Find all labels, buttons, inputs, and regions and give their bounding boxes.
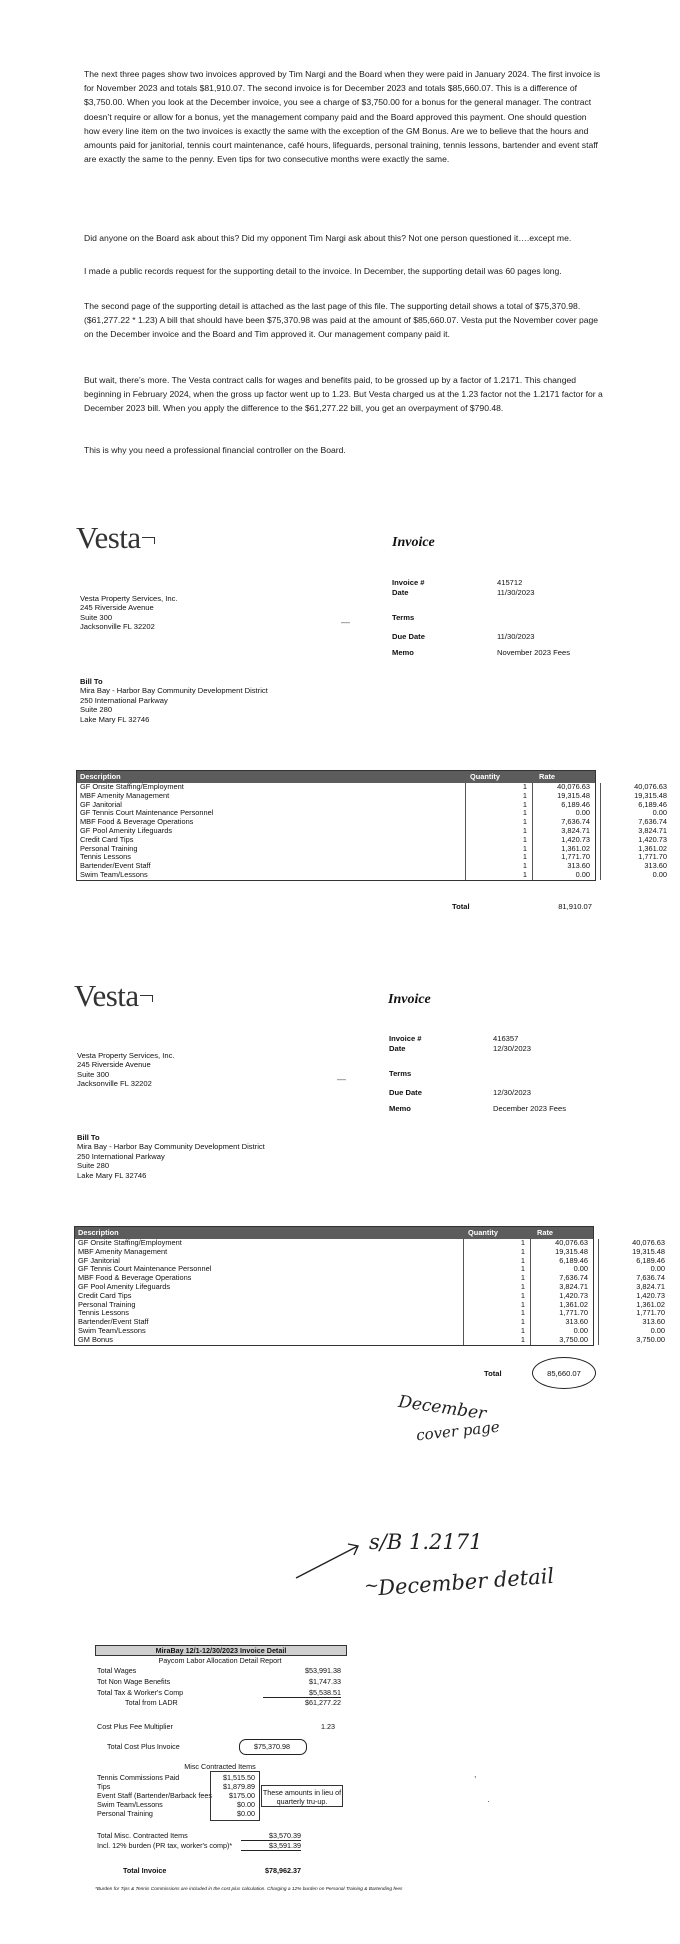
- total-label: Total: [484, 1369, 502, 1378]
- handwritten-should-be: s/B 1.2171: [369, 1530, 483, 1554]
- table-cell: 1: [522, 834, 527, 844]
- letter-paragraph-5: But wait, there’s more. The Vesta contract calls for wages and benefits paid, to be grossed up by a factor of 1.2171. This changed beginning in February 2024, when the gross up factor went up to 1.23. But Vesta charged us at the 1.23 factor not the 1.2171 factor for a December 2023 bill. When you apply the difference to the $61,277.22 bill, you get an overpayment of $790.48.: [84, 375, 603, 414]
- table-header: Description Quantity Rate Amount: [77, 771, 595, 783]
- table-cell: 1: [520, 1255, 525, 1265]
- table-cell: 1: [520, 1238, 525, 1247]
- total-label: Total: [452, 902, 470, 911]
- table-cell: 6,189.46: [636, 1255, 665, 1265]
- table-cell: GF Pool Amenity Lifeguards: [78, 1281, 171, 1291]
- table-cell: 1: [522, 799, 527, 809]
- invoice-title: Invoice: [388, 992, 431, 1007]
- scan-mark: ,: [474, 1769, 477, 1779]
- table-cell: Personal Training: [80, 843, 138, 853]
- total-value: 81,910.07: [558, 902, 592, 911]
- detail-total-row: Total Invoice $78,962.37: [123, 1866, 301, 1875]
- table-cell: 1: [522, 852, 527, 862]
- bill-to-block: Bill To Mira Bay - Harbor Bay Community Development District 250 International Parkway Suite 280 Lake Mary FL 32746: [80, 677, 268, 724]
- vesta-logo: Vesta: [76, 520, 155, 556]
- invoice-title: Invoice: [392, 535, 435, 550]
- detail-row: Total Tax & Worker's Comp $5,538.51: [97, 1688, 341, 1697]
- table-cell: 0.00: [573, 1325, 588, 1335]
- table-cell: 1: [520, 1299, 525, 1309]
- detail-row: Total Wages $53,991.38: [97, 1666, 341, 1675]
- table-cell: 1: [522, 808, 527, 818]
- table-cell: 1: [522, 817, 527, 827]
- detail-subtitle: Paycom Labor Allocation Detail Report: [158, 1656, 282, 1665]
- table-cell: 3,824.71: [559, 1281, 588, 1291]
- tru-up-note: These amounts in lieu of quarterly tru-up.: [261, 1785, 343, 1807]
- table-cell: 1,361.02: [559, 1299, 588, 1309]
- detail-row: Tips $1,879.89: [97, 1782, 255, 1791]
- detail-title: MiraBay 12/1-12/30/2023 Invoice Detail: [95, 1645, 347, 1656]
- table-cell: 7,636.74: [559, 1273, 588, 1283]
- detail-row: Total Cost Plus Invoice $75,370.98: [107, 1742, 290, 1751]
- table-row: [75, 1334, 665, 1345]
- table-row: [75, 1325, 665, 1336]
- invoice-2-table: [74, 1226, 665, 1346]
- table-cell: Credit Card Tips: [78, 1290, 132, 1300]
- detail-row: Total from LADR $61,277.22: [125, 1698, 341, 1707]
- handwritten-december: December: [397, 1391, 488, 1425]
- table-cell: 1: [520, 1334, 525, 1344]
- table-cell: GF Janitorial: [80, 799, 122, 809]
- handwritten-dash: ~: [364, 1575, 380, 1596]
- detail-row: Event Staff (Bartender/Barback fees $175.00: [97, 1791, 255, 1800]
- detail-row: Incl. 12% burden (PR tax, worker's comp)* $3,591.39: [97, 1841, 301, 1850]
- detail-footnote: *Burden for Tips & Tennis Commissions are included in the cost plus calculation. Charging a 12% burden on Personal Training & Bartending fees: [95, 1887, 403, 1892]
- table-cell: 0.00: [652, 808, 667, 818]
- table-body: [75, 1238, 665, 1345]
- table-cell: 1,420.73: [638, 834, 667, 844]
- table-row: [75, 1299, 665, 1310]
- detail-row: Total Misc. Contracted Items $3,570.39: [97, 1831, 301, 1840]
- misc-title: Misc Contracted Items: [184, 1762, 256, 1771]
- table-cell: 19,315.48: [557, 790, 590, 800]
- handwritten-cover-page: cover page: [415, 1417, 501, 1445]
- detail-row: Tennis Commissions Paid $1,515.50: [97, 1773, 255, 1782]
- table-cell: 1,420.73: [561, 834, 590, 844]
- table-cell: 6,189.46: [638, 799, 667, 809]
- table-cell: Personal Training: [78, 1299, 136, 1309]
- total-value: 85,660.07: [547, 1369, 581, 1378]
- table-cell: 19,315.48: [634, 790, 667, 800]
- table-header: Description Quantity Rate Amount: [75, 1227, 593, 1239]
- letter-paragraph-4: The second page of the supporting detail is attached as the last page of this file. The supporting detail shows a total of $75,370.98. ($61,277.22 * 1.23) A bill that should have been $75,370.98 was paid at the amount of $85,660.07. Vesta put the November cover page on the December invoice and the Board and Tim approved it. Our management company paid it.: [84, 301, 599, 340]
- table-row: [77, 790, 667, 801]
- invoice-1-table: [76, 770, 667, 881]
- table-cell: 0.00: [650, 1325, 665, 1335]
- table-cell: GF Tennis Court Maintenance Personnel: [78, 1264, 212, 1274]
- table-cell: Tennis Lessons: [80, 852, 131, 862]
- table-cell: 1,420.73: [559, 1290, 588, 1300]
- table-cell: MBF Food & Beverage Operations: [80, 817, 194, 827]
- table-cell: 7,636.74: [636, 1273, 665, 1283]
- handwritten-circle: [239, 1739, 307, 1755]
- table-cell: 3,824.71: [636, 1281, 665, 1291]
- table-cell: 0.00: [650, 1264, 665, 1274]
- table-cell: GF Janitorial: [78, 1255, 120, 1265]
- table-cell: 3,824.71: [561, 825, 590, 835]
- letter-paragraph-3: I made a public records request for the supporting detail to the invoice. In December, the supporting detail was 60 pages long.: [84, 266, 562, 276]
- table-cell: 1,420.73: [636, 1290, 665, 1300]
- table-cell: 1: [520, 1281, 525, 1291]
- table-cell: 40,076.63: [557, 782, 590, 791]
- table-cell: 313.60: [642, 1317, 665, 1327]
- table-cell: Bartender/Event Staff: [80, 861, 151, 871]
- table-cell: 0.00: [652, 869, 667, 879]
- table-cell: 1,771.70: [636, 1308, 665, 1318]
- table-row: [75, 1246, 665, 1257]
- detail-row: Cost Plus Fee Multiplier 1.23: [97, 1722, 335, 1731]
- table-cell: 1: [522, 869, 527, 879]
- table-cell: GF Pool Amenity Lifeguards: [80, 825, 173, 835]
- table-cell: 7,636.74: [561, 817, 590, 827]
- table-cell: 3,750.00: [559, 1334, 588, 1344]
- table-cell: MBF Food & Beverage Operations: [78, 1273, 192, 1283]
- table-cell: Swim Team/Lessons: [78, 1325, 146, 1335]
- table-cell: GF Tennis Court Maintenance Personnel: [80, 808, 214, 818]
- scan-mark: ·: [487, 1796, 490, 1806]
- table-cell: 3,824.71: [638, 825, 667, 835]
- table-cell: 1: [520, 1264, 525, 1274]
- handwritten-circle: [532, 1357, 596, 1389]
- table-cell: 1,771.70: [561, 852, 590, 862]
- vesta-logo: Vesta: [74, 978, 153, 1014]
- table-cell: Credit Card Tips: [80, 834, 134, 844]
- table-cell: 1,771.70: [638, 852, 667, 862]
- table-body: [77, 782, 667, 880]
- table-row: [75, 1281, 665, 1292]
- table-row: [77, 869, 667, 880]
- table-cell: 1: [522, 782, 527, 791]
- table-row: [77, 834, 667, 845]
- letter-paragraph-6: This is why you need a professional financial controller on the Board.: [84, 445, 346, 455]
- table-cell: 1,361.02: [561, 843, 590, 853]
- table-cell: 313.60: [565, 1317, 588, 1327]
- table-cell: 1: [522, 861, 527, 871]
- table-cell: 0.00: [575, 808, 590, 818]
- misc-value-box: [210, 1771, 260, 1821]
- letter-paragraph-2: Did anyone on the Board ask about this? Did my opponent Tim Nargi ask about this? Not one person questioned it….except me.: [84, 233, 572, 243]
- table-cell: 0.00: [573, 1264, 588, 1274]
- detail-row: Tot Non Wage Benefits $1,747.33: [97, 1677, 341, 1686]
- table-cell: 1: [520, 1290, 525, 1300]
- vendor-address: Vesta Property Services, Inc. 245 Riverside Avenue Suite 300 Jacksonville FL 32202: [77, 1051, 175, 1089]
- table-row: [75, 1317, 665, 1327]
- table-cell: GM Bonus: [78, 1334, 113, 1344]
- table-cell: 1: [520, 1273, 525, 1283]
- handwritten-december-detail: December detail: [377, 1563, 555, 1601]
- table-row: [75, 1290, 665, 1301]
- table-cell: 1: [522, 843, 527, 853]
- table-row: [75, 1308, 665, 1318]
- table-row: [77, 843, 667, 854]
- table-cell: 313.60: [567, 861, 590, 871]
- table-cell: 1: [520, 1308, 525, 1318]
- table-row: [77, 825, 667, 836]
- table-cell: 1: [520, 1325, 525, 1335]
- table-cell: 7,636.74: [638, 817, 667, 827]
- table-cell: 40,076.63: [555, 1238, 588, 1247]
- table-cell: MBF Amenity Management: [80, 790, 170, 800]
- table-cell: 19,315.48: [632, 1246, 665, 1256]
- table-cell: 313.60: [644, 861, 667, 871]
- table-cell: 19,315.48: [555, 1246, 588, 1256]
- table-cell: 0.00: [575, 869, 590, 879]
- table-row: [77, 861, 667, 871]
- table-row: [77, 852, 667, 862]
- table-cell: GF Onsite Staffing/Employment: [80, 782, 184, 791]
- detail-row: Personal Training $0.00: [97, 1809, 255, 1818]
- table-cell: MBF Amenity Management: [78, 1246, 168, 1256]
- table-cell: 1: [520, 1246, 525, 1256]
- detail-row: Swim Team/Lessons $0.00: [97, 1800, 255, 1809]
- scan-mark: —: [337, 1074, 346, 1084]
- table-cell: 40,076.63: [632, 1238, 665, 1247]
- table-cell: 1,361.02: [636, 1299, 665, 1309]
- scan-mark: —: [341, 617, 350, 627]
- table-cell: Tennis Lessons: [78, 1308, 129, 1318]
- table-cell: 1: [520, 1317, 525, 1327]
- handwritten-arrow: [292, 1534, 372, 1584]
- table-cell: Swim Team/Lessons: [80, 869, 148, 879]
- vendor-address: Vesta Property Services, Inc. 245 Riverside Avenue Suite 300 Jacksonville FL 32202: [80, 594, 178, 632]
- table-cell: 1,361.02: [638, 843, 667, 853]
- table-cell: 1: [522, 825, 527, 835]
- letter-paragraph-1: The next three pages show two invoices approved by Tim Nargi and the Board when they were paid in January 2024. The first invoice is for November 2023 and totals $81,910.07. The second invoice is for December 2023 and totals $85,660.07. This is a difference of $3,750.00. When you look at the December invoice, you see a charge of $3,750.00 for a bonus for the general manager. The contract doesn’t require or allow for a bonus, yet the management company paid and the Board approved this payment. One should question how every line item on the two invoices is exactly the same with the exception of the GM Bonus. Are we to believe that the hours and amounts paid for janitorial, tennis court maintenance, café hours, lifeguards, personal training, tennis lessons, bartender and event staff are exactly the same to the penny. Even tips for two consecutive months were exactly the same.: [84, 69, 601, 165]
- table-cell: 1,771.70: [559, 1308, 588, 1318]
- bill-to-block: Bill To Mira Bay - Harbor Bay Community Development District 250 International Parkway Suite 280 Lake Mary FL 32746: [77, 1133, 265, 1180]
- table-cell: Bartender/Event Staff: [78, 1317, 149, 1327]
- table-cell: 6,189.46: [561, 799, 590, 809]
- table-cell: 3,750.00: [636, 1334, 665, 1344]
- table-cell: 1: [522, 790, 527, 800]
- table-cell: 40,076.63: [634, 782, 667, 791]
- table-cell: 6,189.46: [559, 1255, 588, 1265]
- table-cell: GF Onsite Staffing/Employment: [78, 1238, 182, 1247]
